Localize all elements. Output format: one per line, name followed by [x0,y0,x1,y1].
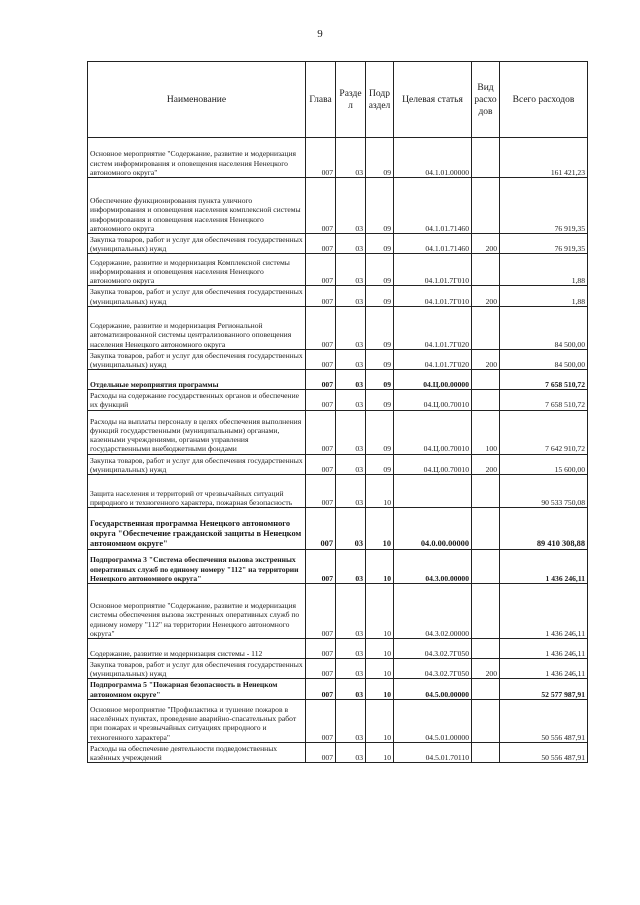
table-row [88,349,588,369]
table-cell-podrazdel: 10 [366,475,394,508]
table-cell-vsego-raskhodov: 161 421,23 [500,138,588,178]
table-cell-vid-raskhodov: 200 [472,234,500,254]
table-cell-name: Подпрограмма 3 "Система обеспечения вызова экстренных оперативных служб по единому номеру "112" на территории Ненецкого автономного округа" [88,550,306,584]
table-cell-vsego-raskhodov: 76 919,35 [500,234,588,254]
table-cell-podrazdel: 10 [366,679,394,699]
table-cell-glava: 007 [306,475,336,508]
table-cell-vid-raskhodov: 200 [472,349,500,369]
table-cell-name: Содержание, развитие и модернизация Комплексной системы информирования и оповещения населения Ненецкого автономного округа [88,254,306,286]
table-cell-glava: 007 [306,454,336,474]
table-cell-celevaya-statya: 04.Ц.00.70010 [394,410,472,454]
table-cell-podrazdel: 09 [366,178,394,234]
table-cell-celevaya-statya: 04.Ц.00.00000 [394,370,472,390]
table-row [88,659,588,679]
table-cell-razdel: 03 [336,390,366,410]
table-cell-celevaya-statya: 04.3.02.00000 [394,584,472,639]
table-cell-glava: 007 [306,742,336,762]
table-cell-celevaya-statya [394,475,472,508]
table-row [88,138,588,178]
table-row [88,679,588,699]
table-cell-name: Основное мероприятие "Содержание, развитие и модернизация систем информирования и оповещения населения Ненецкого автономного округа" [88,138,306,178]
table-row [88,508,588,550]
table-cell-podrazdel: 09 [366,454,394,474]
table-cell-vsego-raskhodov: 1 436 246,11 [500,639,588,659]
table-row [88,234,588,254]
table-cell-name: Закупка товаров, работ и услуг для обеспечения государственных (муниципальных) нужд [88,234,306,254]
table-cell-celevaya-statya: 04.3.02.7Г050 [394,659,472,679]
table-cell-vsego-raskhodov: 50 556 487,91 [500,699,588,742]
table-cell-name: Закупка товаров, работ и услуг для обеспечения государственных (муниципальных) нужд [88,454,306,474]
table-cell-razdel: 03 [336,742,366,762]
table-cell-vsego-raskhodov: 1 436 246,11 [500,659,588,679]
table-cell-vid-raskhodov [472,390,500,410]
table-cell-podrazdel: 09 [366,254,394,286]
table-cell-glava: 007 [306,508,336,550]
table-cell-glava: 007 [306,370,336,390]
table-cell-vsego-raskhodov: 84 500,00 [500,306,588,349]
table-header-row [88,62,588,138]
page-number: 9 [317,28,323,40]
table-cell-glava: 007 [306,349,336,369]
table-row [88,699,588,742]
table-cell-celevaya-statya: 04.1.01.00000 [394,138,472,178]
table-cell-vid-raskhodov [472,306,500,349]
table-cell-name: Закупка товаров, работ и услуг для обеспечения государственных (муниципальных) нужд [88,659,306,679]
table-cell-podrazdel: 10 [366,659,394,679]
table-cell-vsego-raskhodov: 50 556 487,91 [500,742,588,762]
table-cell-razdel: 03 [336,138,366,178]
table-row [88,550,588,584]
table-cell-vid-raskhodov [472,584,500,639]
table-cell-celevaya-statya: 04.Ц.00.70010 [394,390,472,410]
table-cell-vsego-raskhodov: 52 577 987,91 [500,679,588,699]
table-row [88,742,588,762]
table-row [88,178,588,234]
table-cell-vid-raskhodov: 200 [472,454,500,474]
table-cell-vid-raskhodov [472,475,500,508]
table-cell-vid-raskhodov [472,138,500,178]
table-cell-celevaya-statya: 04.1.01.7Г020 [394,349,472,369]
table-cell-podrazdel: 09 [366,390,394,410]
table-cell-name: Закупка товаров, работ и услуг для обеспечения государственных (муниципальных) нужд [88,286,306,306]
table-cell-razdel: 03 [336,306,366,349]
budget-table [87,61,588,763]
table-cell-vsego-raskhodov: 7 642 910,72 [500,410,588,454]
header-glava: Глава [306,62,336,138]
table-cell-vid-raskhodov [472,550,500,584]
table-cell-celevaya-statya: 04.1.01.7Г010 [394,286,472,306]
table-cell-celevaya-statya: 04.Ц.00.70010 [394,454,472,474]
table-cell-razdel: 03 [336,254,366,286]
table-cell-celevaya-statya: 04.1.01.7Г020 [394,306,472,349]
table-cell-podrazdel: 09 [366,370,394,390]
table-cell-glava: 007 [306,699,336,742]
table-cell-glava: 007 [306,306,336,349]
table-cell-razdel: 03 [336,475,366,508]
table-row [88,584,588,639]
table-row [88,475,588,508]
table-cell-vid-raskhodov [472,679,500,699]
header-razdel: Разде л [336,62,366,138]
table-cell-razdel: 03 [336,679,366,699]
table-cell-glava: 007 [306,178,336,234]
table-row [88,254,588,286]
table-row [88,454,588,474]
table-cell-celevaya-statya: 04.0.00.00000 [394,508,472,550]
table-cell-vsego-raskhodov: 1,88 [500,254,588,286]
table-cell-name: Защита населения и территорий от чрезвычайных ситуаций природного и техногенного характера, пожарная безопасность [88,475,306,508]
table-cell-razdel: 03 [336,286,366,306]
table-cell-glava: 007 [306,550,336,584]
table-cell-vid-raskhodov [472,639,500,659]
table-cell-celevaya-statya: 04.5.01.70110 [394,742,472,762]
table-cell-glava: 007 [306,410,336,454]
table-cell-celevaya-statya: 04.1.01.71460 [394,178,472,234]
table-cell-razdel: 03 [336,639,366,659]
table-cell-razdel: 03 [336,410,366,454]
table-cell-razdel: 03 [336,370,366,390]
table-cell-glava: 007 [306,679,336,699]
table-cell-glava: 007 [306,138,336,178]
table-cell-vid-raskhodov [472,742,500,762]
table-cell-name: Расходы на содержание государственных органов и обеспечение их функций [88,390,306,410]
table-cell-podrazdel: 09 [366,286,394,306]
table-cell-glava: 007 [306,639,336,659]
table-cell-glava: 007 [306,286,336,306]
table-cell-vsego-raskhodov: 7 658 510,72 [500,390,588,410]
header-podrazdel: Подр аздел [366,62,394,138]
table-cell-celevaya-statya: 04.5.01.00000 [394,699,472,742]
table-cell-podrazdel: 09 [366,410,394,454]
table-cell-name: Закупка товаров, работ и услуг для обеспечения государственных (муниципальных) нужд [88,349,306,369]
table-cell-name: Государственная программа Ненецкого автономного округа "Обеспечение гражданской защиты в Ненецком автономном округе" [88,508,306,550]
table-cell-vid-raskhodov [472,508,500,550]
table-cell-razdel: 03 [336,584,366,639]
table-cell-razdel: 03 [336,508,366,550]
table-cell-podrazdel: 09 [366,138,394,178]
header-celevaya-statya: Целевая статья [394,62,472,138]
table-cell-podrazdel: 09 [366,349,394,369]
table-cell-celevaya-statya: 04.5.00.00000 [394,679,472,699]
table-cell-glava: 007 [306,584,336,639]
table-cell-vid-raskhodov [472,699,500,742]
table-cell-vid-raskhodov: 200 [472,659,500,679]
table-cell-razdel: 03 [336,550,366,584]
table-cell-glava: 007 [306,254,336,286]
table-cell-podrazdel: 09 [366,234,394,254]
table-cell-vsego-raskhodov: 1 436 246,11 [500,584,588,639]
header-vsego-raskhodov: Всего расходов [500,62,588,138]
table-cell-vsego-raskhodov: 1 436 246,11 [500,550,588,584]
header-name: Наименование [88,62,306,138]
table-row [88,306,588,349]
table-cell-razdel: 03 [336,699,366,742]
table-row [88,286,588,306]
table-row [88,390,588,410]
table-cell-glava: 007 [306,390,336,410]
table-cell-razdel: 03 [336,349,366,369]
table-cell-podrazdel: 10 [366,550,394,584]
table-cell-name: Содержание, развитие и модернизация Региональной автоматизированной системы централизованного оповещения населения Ненецкого автономного округа [88,306,306,349]
table-cell-name: Обеспечение функционирования пункта уличного информирования и оповещения населения комплексной системы информирования и оповещения населения Ненецкого автономного округа [88,178,306,234]
table-row [88,370,588,390]
table-cell-name: Содержание, развитие и модернизация системы - 112 [88,639,306,659]
table-cell-vsego-raskhodov: 15 600,00 [500,454,588,474]
table-cell-name: Отдельные мероприятия программы [88,370,306,390]
table-cell-razdel: 03 [336,659,366,679]
table-cell-celevaya-statya: 04.3.02.7Г050 [394,639,472,659]
table-cell-name: Подпрограмма 5 "Пожарная безопасность в Ненецком автономном округе" [88,679,306,699]
table-cell-vsego-raskhodov: 84 500,00 [500,349,588,369]
table-cell-vid-raskhodov: 200 [472,286,500,306]
table-cell-vsego-raskhodov: 90 533 750,08 [500,475,588,508]
table-cell-vsego-raskhodov: 89 410 308,88 [500,508,588,550]
table-cell-glava: 007 [306,234,336,254]
table-row [88,410,588,454]
table-cell-vsego-raskhodov: 1,88 [500,286,588,306]
table-cell-celevaya-statya: 04.1.01.71460 [394,234,472,254]
table-cell-name: Основное мероприятие "Содержание, развитие и модернизация системы обеспечения вызова экстренных оперативных служб по единому номеру "112" на территории Ненецкого автономного округа" [88,584,306,639]
table-cell-celevaya-statya: 04.1.01.7Г010 [394,254,472,286]
table-cell-name: Расходы на выплаты персоналу в целях обеспечения выполнения функций государственными (муниципальными) органами, казенными учреждениями, органами управления государственными внебюджетными фондами [88,410,306,454]
table-cell-razdel: 03 [336,454,366,474]
table-cell-podrazdel: 09 [366,306,394,349]
table-cell-podrazdel: 10 [366,639,394,659]
table-cell-podrazdel: 10 [366,742,394,762]
table-cell-vid-raskhodov [472,254,500,286]
table-cell-podrazdel: 10 [366,699,394,742]
header-vid-raskhodov: Вид расхо дов [472,62,500,138]
table-cell-glava: 007 [306,659,336,679]
table-cell-name: Расходы на обеспечение деятельности подведомственных казённых учреждений [88,742,306,762]
table-cell-vid-raskhodov [472,370,500,390]
table-cell-podrazdel: 10 [366,584,394,639]
table-row [88,639,588,659]
table-cell-vsego-raskhodov: 7 658 510,72 [500,370,588,390]
table-cell-name: Основное мероприятие "Профилактика и тушение пожаров в населённых пунктах, проведение аварийно-спасательных работ при пожарах и чрезвычайных ситуациях природного и техногенного характера" [88,699,306,742]
table-cell-razdel: 03 [336,234,366,254]
table-cell-razdel: 03 [336,178,366,234]
table-cell-vid-raskhodov [472,178,500,234]
table-cell-podrazdel: 10 [366,508,394,550]
table-cell-vid-raskhodov: 100 [472,410,500,454]
table-cell-celevaya-statya: 04.3.00.00000 [394,550,472,584]
table-cell-vsego-raskhodov: 76 919,35 [500,178,588,234]
